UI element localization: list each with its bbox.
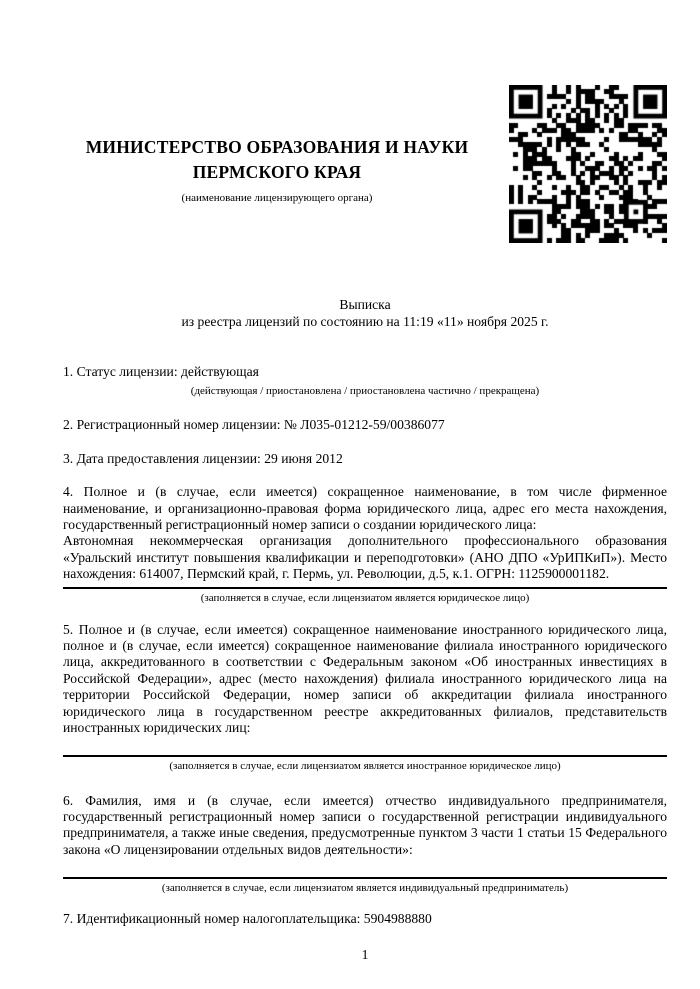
document-header <box>63 85 667 243</box>
legal-entity-label: 4. Полное и (в случае, если имеется) сокращенное наименование, в том числе фирменное наименование, и организационно-правовая форма юридического лица, адрес его места нахождения, государственный регистрационный номер записи о создании юридического лица: <box>63 484 667 533</box>
license-status-caption: (действующая / приостановлена / приостановлена частично / прекращена) <box>190 385 540 398</box>
page-footer <box>63 947 667 963</box>
qr-code <box>509 85 667 243</box>
entrepreneur-caption: (заполняется в случае, если лицензиатом является индивидуальный предприниматель) <box>161 882 569 895</box>
ministry-name-line1: МИНИСТЕРСТВО ОБРАЗОВАНИЯ И НАУКИ <box>85 137 469 157</box>
registration-number-line: 2. Регистрационный номер лицензии: № Л035-01212-59/00386077 <box>63 417 445 433</box>
legal-entity-section <box>63 484 667 582</box>
document-title-block <box>63 297 667 330</box>
document-subtitle: из реестра лицензий по состоянию на 11:19 «11» ноября 2025 г. <box>181 313 549 329</box>
foreign-entity-caption: (заполняется в случае, если лицензиатом является иностранное юридическое лицо) <box>169 759 561 772</box>
foreign-entity-section: 5. Полное и (в случае, если имеется) сокращенное наименование иностранного юридического лица, полное и (в случае, если имеется) сокращенное наименование филиала иностранного юридического лица, аккредитованного в соответствии с Федеральным законом «Об иностранных инвестициях в Российской Федерации», адрес (место нахождения) филиала иностранного юридического лица на территории Российской Федерации, номер записи об аккредитации филиала иностранного юридического лица в государственном реестре аккредитованных филиалов, представительств иностранных юридических лиц: <box>63 621 667 736</box>
page-number: 1 <box>361 946 369 962</box>
legal-entity-caption: (заполняется в случае, если лицензиатом является юридическое лицо) <box>200 591 530 604</box>
document-title: Выписка <box>339 297 391 312</box>
foreign-entity-divider-line <box>63 755 667 757</box>
licensing-authority-block <box>63 135 491 205</box>
document-content <box>0 85 700 963</box>
taxpayer-number-line: 7. Идентификационный номер налогоплательщика: 5904988880 <box>63 911 432 927</box>
qr-code-image <box>509 85 667 243</box>
grant-date-line: 3. Дата предоставления лицензии: 29 июня 2012 <box>63 450 343 466</box>
entrepreneur-section: 6. Фамилия, имя и (в случае, если имеется) отчество индивидуального предпринимателя, государственный регистрационный номер записи о государственной регистрации индивидуального предпринимателя, а также иные сведения, предусмотренные пунктом 3 части 1 статьи 15 Федерального закона «О лицензировании отдельных видов деятельности»: <box>63 792 667 857</box>
legal-entity-value: Автономная некоммерческая организация дополнительного профессионального образования «Уральский институт повышения квалификации и переподготовки» (АНО ДПО «УрИПКиП»). Место нахождения: 614007, Пермский край, г. Пермь, ул. Революции, д.5, к.1. ОГРН: 1125900001182. <box>63 533 667 582</box>
ministry-name-line2: ПЕРМСКОГО КРАЯ <box>192 162 362 182</box>
legal-entity-divider-line <box>63 587 667 589</box>
entrepreneur-divider-line <box>63 877 667 879</box>
ministry-caption: (наименование лицензирующего органа) <box>181 192 373 204</box>
license-status-line: 1. Статус лицензии: действующая <box>63 364 259 379</box>
